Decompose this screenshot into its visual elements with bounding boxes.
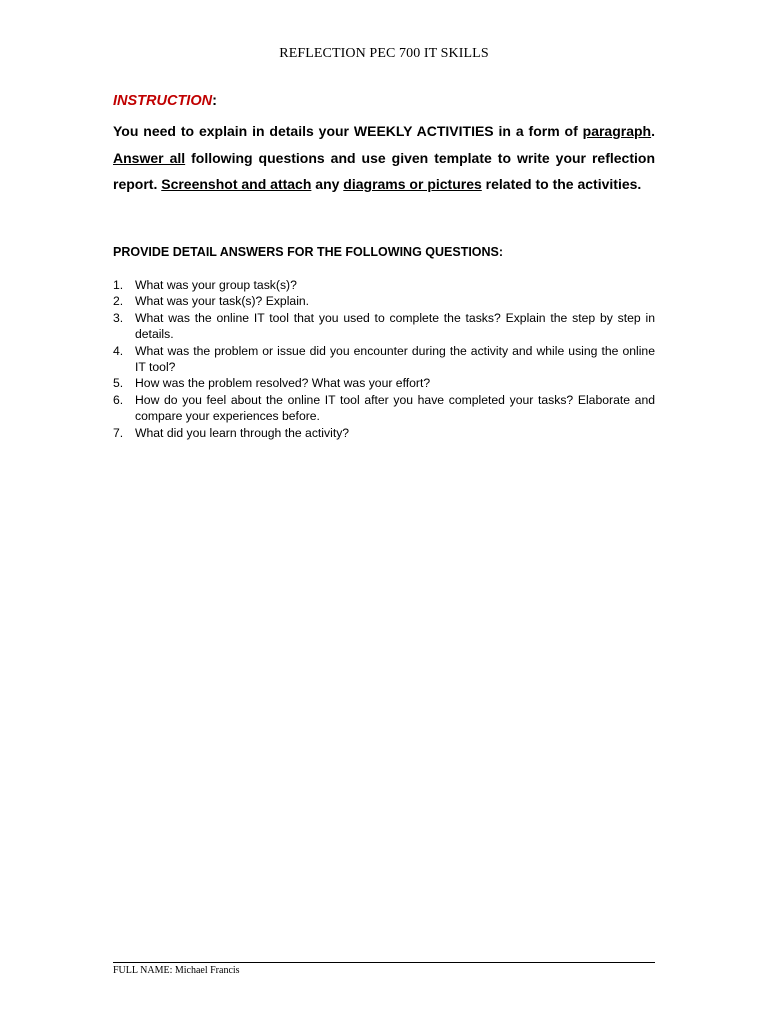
footer-full-name: FULL NAME: Michael Francis [113,965,240,976]
question-item [113,343,655,376]
instruction-text: any [311,176,344,192]
instruction-text: related to the activities. [481,176,642,192]
instruction-label: INSTRUCTION [113,93,213,109]
questions-heading: PROVIDE DETAIL ANSWERS FOR THE FOLLOWING QUESTIONS: [113,245,504,259]
footer-divider [113,962,655,963]
instruction-text: following questions and use given template to write your reflection report. [113,149,655,192]
question-item [113,425,655,441]
question-number: 6. [113,392,124,407]
question-item [113,375,655,391]
instruction-heading [113,93,217,109]
question-text: What was your group task(s)? [135,278,297,292]
instruction-answer-all-underlined: Answer all [113,149,186,166]
instruction-paragraph-underlined: paragraph [582,123,652,139]
instruction-text: . [651,123,655,139]
question-number: 5. [113,376,124,391]
instruction-weekly-activities: WEEKLY ACTIVITIES [353,123,494,139]
instruction-screenshot-underlined: Screenshot and attach [161,176,312,192]
document-title: REFLECTION PEC 700 IT SKILLS [279,46,489,61]
question-item [113,310,655,343]
question-number: 1. [113,278,124,292]
instruction-text: You need to explain in details your [113,123,354,139]
question-text: What did you learn through the activity? [135,425,350,440]
question-item [113,277,655,293]
question-text: What was the online IT tool that you used to complete the tasks? Explain the step by step in details. [135,310,655,342]
question-item [113,392,655,425]
question-text: What was your task(s)? Explain. [135,294,310,309]
instruction-text: in a form of [493,123,583,139]
question-number: 2. [113,294,124,309]
question-list [113,277,655,441]
question-text: How was the problem resolved? What was your effort? [135,376,431,391]
instruction-paragraph [113,118,655,198]
instruction-colon: : [212,93,217,109]
question-number: 4. [113,343,124,358]
instruction-diagrams-underlined: diagrams or pictures [343,176,482,192]
question-text: How do you feel about the online IT tool after you have completed your tasks? Elaborate and compare your experiences before. [135,392,655,424]
question-number: 7. [113,425,124,440]
question-item [113,293,655,309]
question-text: What was the problem or issue did you encounter during the activity and while using the online IT tool? [135,343,655,375]
question-number: 3. [113,310,124,325]
